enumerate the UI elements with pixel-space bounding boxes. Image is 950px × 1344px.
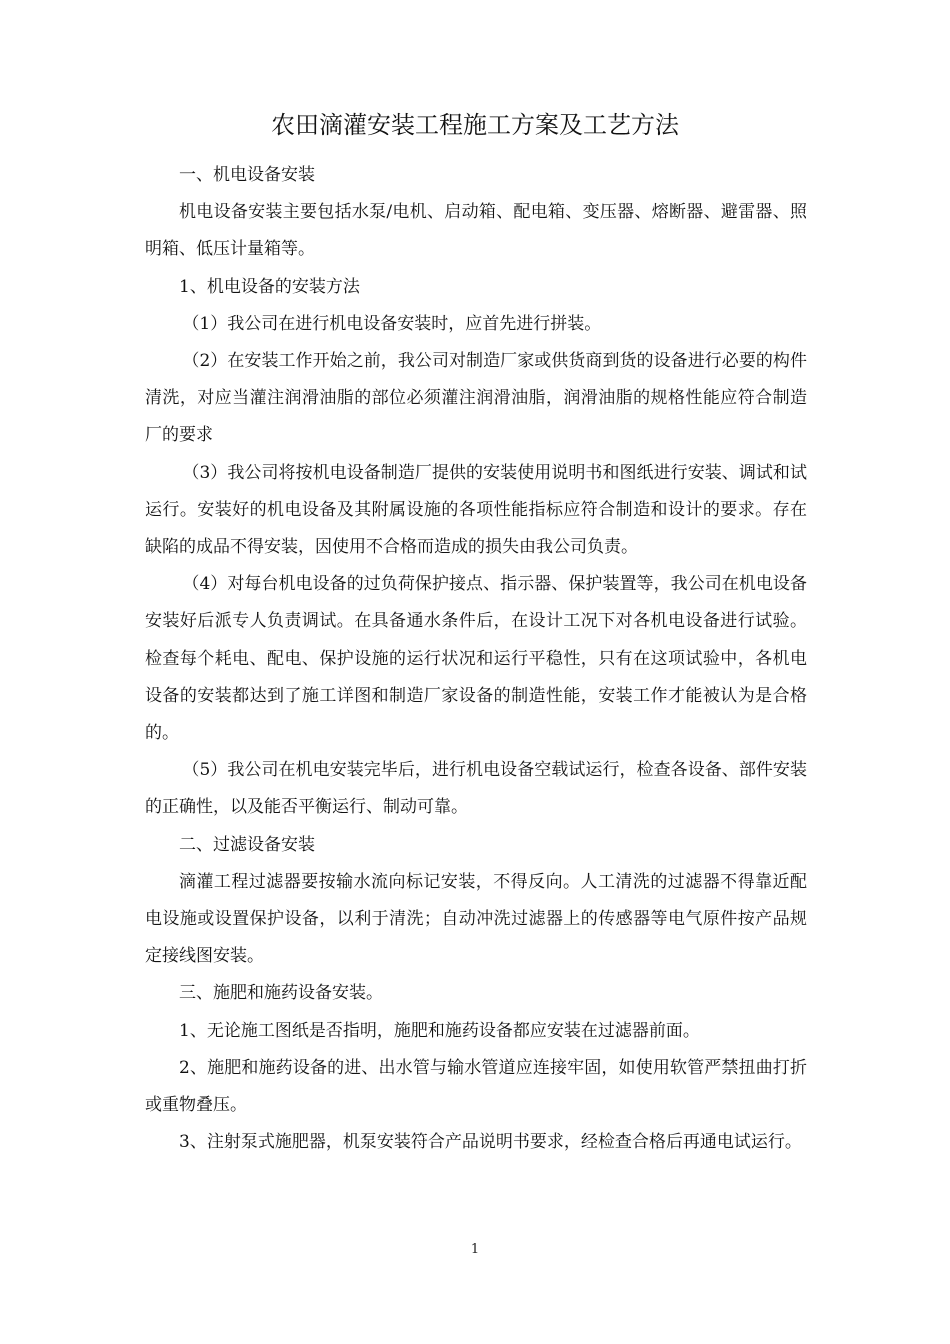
document-body: [145, 157, 807, 1161]
body-paragraph: （1）我公司在进行机电设备安装时，应首先进行拼装。: [182, 313, 602, 334]
section-heading-3: 三、施肥和施药设备安装。: [179, 983, 383, 1004]
body-paragraph: 机电设备安装主要包括水泵/电机、启动箱、配电箱、变压器、熔断器、避雷器、照明箱、低压计量箱等。: [145, 202, 807, 260]
body-paragraph: 滴灌工程过滤器要按输水流向标记安装，不得反向。人工清洗的过滤器不得靠近配电设施或设置保护设备，以利于清洗；自动冲洗过滤器上的传感器等电气原件按产品规定接线图安装。: [145, 871, 807, 967]
section-heading-1: 一、机电设备安装: [179, 165, 315, 185]
document-title: 农田滴灌安装工程施工方案及工艺方法: [271, 111, 679, 139]
subsection-heading: 1、机电设备的安装方法: [179, 276, 360, 297]
body-paragraph: （4）对每台机电设备的过负荷保护接点、指示器、保护装置等，我公司在机电设备安装好后派专人负责调试。在具备通水条件后，在设计工况下对各机电设备进行试验。检查每个耗电、配电、保护设施的运行状况和运行平稳性，只有在这项试验中，各机电设备的安装都达到了施工详图和制造厂家设备的制造性能，安装工作才能被认为是合格的。: [145, 574, 807, 744]
body-paragraph: 1、无论施工图纸是否指明，施肥和施药设备都应安装在过滤器前面。: [179, 1020, 700, 1041]
body-paragraph: （5）我公司在机电安装完毕后，进行机电设备空载试运行，检查各设备、部件安装的正确性，以及能否平衡运行、制动可靠。: [145, 760, 807, 818]
body-paragraph: 2、施肥和施药设备的进、出水管与输水管道应连接牢固，如使用软管严禁扭曲打折或重物叠压。: [145, 1057, 807, 1116]
body-paragraph: （2）在安装工作开始之前，我公司对制造厂家或供货商到货的设备进行必要的构件清洗，对应当灌注润滑油脂的部位必须灌注润滑油脂，润滑油脂的规格性能应符合制造厂的要求: [145, 351, 807, 446]
body-paragraph: 3、注射泵式施肥器，机泵安装符合产品说明书要求，经检查合格后再通电试运行。: [179, 1132, 802, 1153]
body-paragraph: （3）我公司将按机电设备制造厂提供的安装使用说明书和图纸进行安装、调试和试运行。安装好的机电设备及其附属设施的各项性能指标应符合制造和设计的要求。存在缺陷的成品不得安装，因使用不合格而造成的损失由我公司负责。: [145, 462, 807, 558]
section-heading-2: 二、过滤设备安装: [179, 834, 315, 855]
page-number: 1: [470, 1242, 480, 1257]
